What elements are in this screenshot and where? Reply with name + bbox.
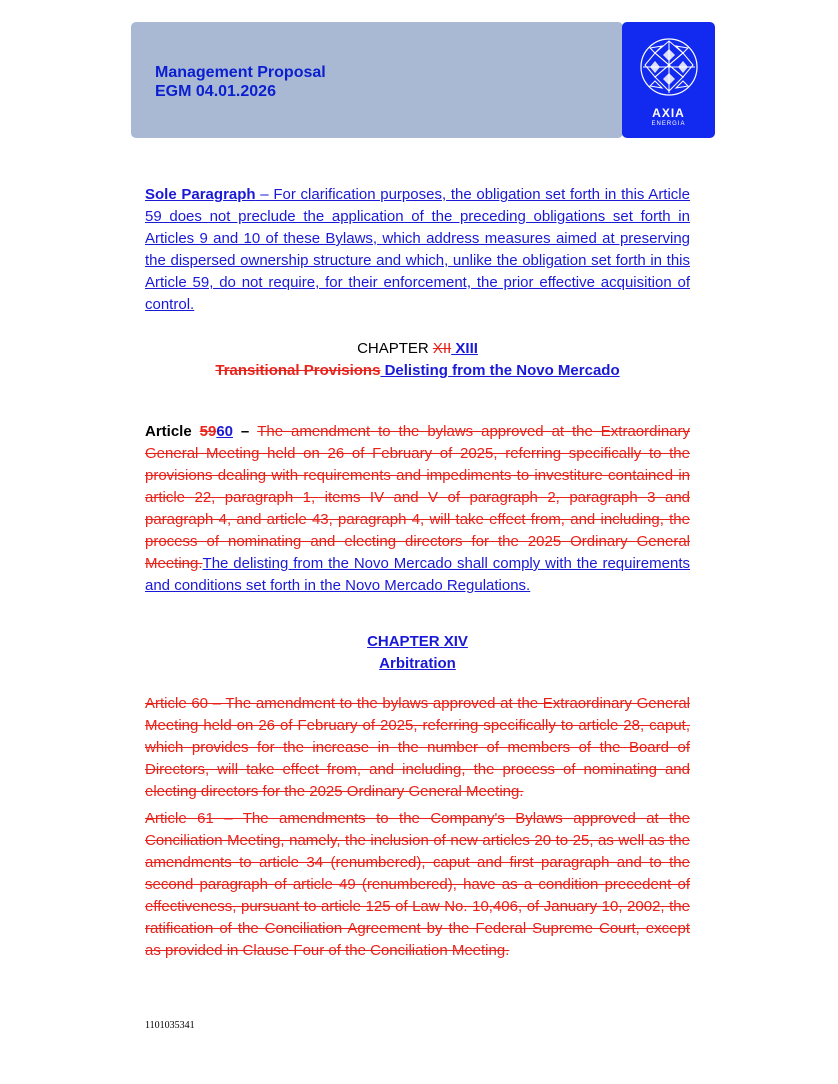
title-line-2: EGM 04.01.2026 [155, 83, 276, 100]
chapter-13-heading [145, 338, 690, 382]
article-inserted-text: The delisting from the Novo Mercado shall comply with the requirements and conditions set forth in the Novo Mercado Regulations. [145, 555, 690, 594]
article-dash: – [233, 423, 258, 440]
article-deleted-text: The amendment to the bylaws approved at the Extraordinary General Meeting held on 26 of February of 2025, referring specifically to the provisions dealing with requirements and impediments to investiture contained in article 22, paragraph 1, items IV and V of paragraph 2, paragraph 3 and paragraph 4, and article 43, paragraph 4, will take effect from, and including, the process of nominating and electing directors for the 2025 Ordinary General Meeting. [145, 423, 690, 572]
proposal-title [155, 63, 326, 101]
header-banner [131, 22, 623, 138]
sole-paragraph [145, 184, 690, 316]
chapter-new-title: Delisting from the Novo Mercado [380, 362, 620, 379]
deleted-article-61: Article 61 – The amendments to the Company's Bylaws approved at the Conciliation Meeting, namely, the inclusion of new articles 20 to 25, as well as the amendments to article 34 (renumbered), caput and first paragraph and to the second paragraph of article 49 (renumbered), have as a condition precedent of effectiveness, pursuant to article 125 of Law No. 10,406, of January 10, 2002, the ratification of the Conciliation Agreement by the Federal Supreme Court, except as provided in Clause Four of the Conciliation Meeting. [145, 810, 690, 959]
article-old-number: 59 [199, 423, 217, 440]
chapter-14-title: Arbitration [379, 655, 456, 672]
globe-logo-icon [638, 36, 700, 98]
article-new-number: 60 [216, 423, 233, 440]
article-60 [145, 421, 690, 597]
logo-name: AXIA [652, 106, 685, 120]
company-logo [622, 22, 715, 138]
chapter-old-number: XII [432, 340, 452, 357]
chapter-old-title: Transitional Provisions [215, 362, 381, 379]
chapter-prefix: CHAPTER [357, 340, 433, 357]
deleted-article-60: Article 60 – The amendment to the bylaws approved at the Extraordinary General Meeting held on 26 of February of 2025, referring specifically to article 28, caput, which provides for the increase in the number of members of the Board of Directors, will take effect from, and including, the process of nominating and electing directors for the 2025 Ordinary General Meeting. [145, 695, 690, 800]
article-label: Article [145, 423, 200, 440]
sole-paragraph-label: Sole Paragraph [145, 186, 256, 203]
chapter-14-number: CHAPTER XIV [367, 633, 468, 650]
sole-paragraph-text: – For clarification purposes, the obligation set forth in this Article 59 does not preclude the application of the preceding obligations set forth in Articles 9 and 10 of these Bylaws, which address measures aimed at preserving the dispersed ownership structure and which, unlike the obligation set forth in this Article 59, do not require, for their enforcement, the prior effective acquisition of control. [145, 186, 690, 313]
chapter-14-heading [145, 631, 690, 675]
document-id: 1101035341 [145, 1020, 195, 1031]
title-line-1: Management Proposal [155, 64, 326, 81]
logo-subtitle: ENERGIA [651, 121, 686, 127]
chapter-new-number: XIII [451, 340, 478, 357]
